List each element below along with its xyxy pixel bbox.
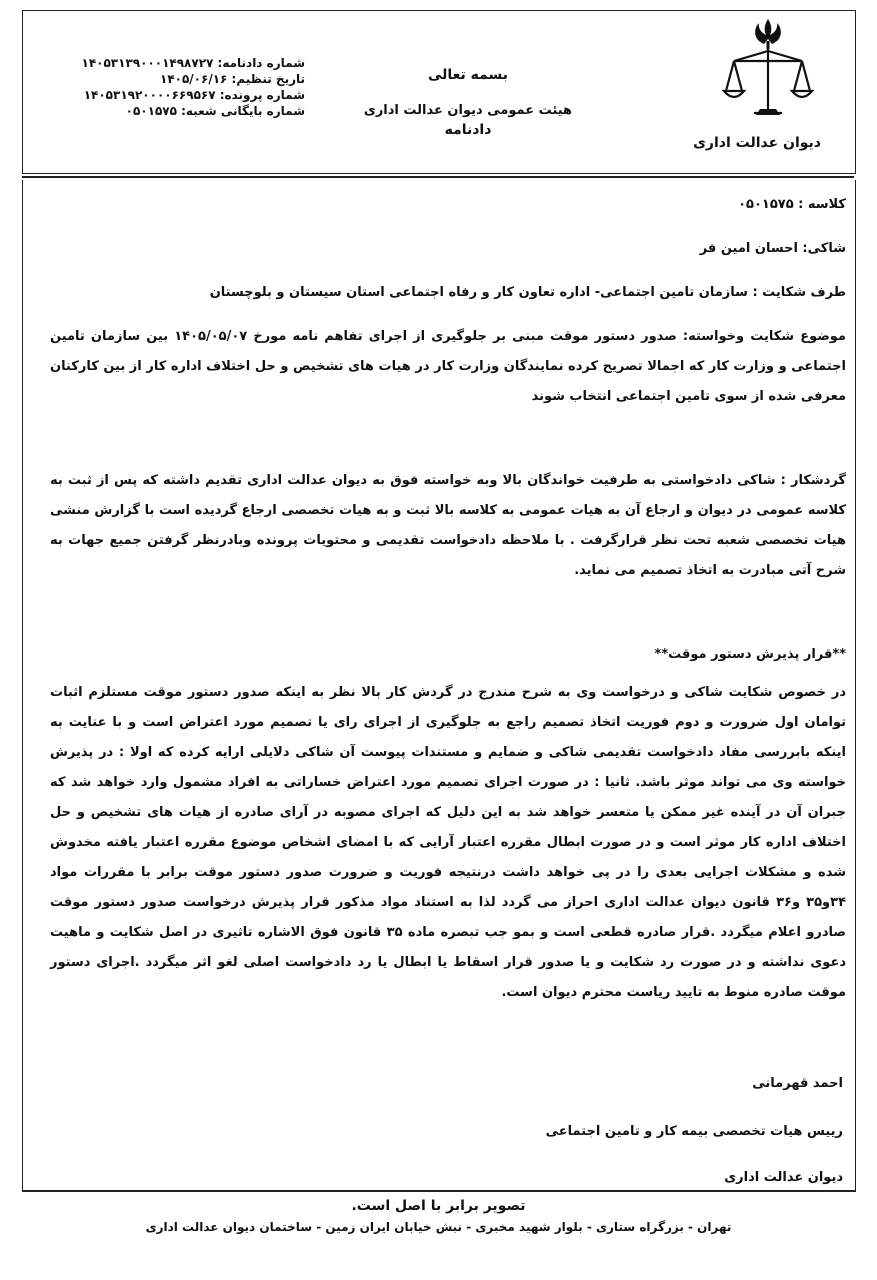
certified-copy-note: تصویر برابر با اصل است. (351, 1198, 526, 1214)
court-address: تهران - بزرگراه ستاری - بلوار شهید مخبری - نبش خیابان ایران زمین - ساختمان دیوان عدالت اداری (145, 1220, 732, 1234)
document-header (22, 10, 856, 174)
verdict-number: شماره دادنامه: ۱۴۰۵۳۱۳۹۰۰۰۱۴۹۸۷۲۷ (81, 56, 305, 70)
case-process: گردشکار : شاکی دادخواستی به طرفیت خواندگان بالا وبه خواسته فوق به دیوان عدالت اداری تقدیم داشته که پس از ثبت به کلاسه عمومی در دیوان و ارجاع آن به هیات عمومی به کلاسه بالا ثبت و به هیات تخصصی ارجاع گردیده است با گزارش منشی هیات تخصصی شعبه تحت نظر قرارگرفت . با ملاحظه دادخواست تقدیمی و محتویات پرونده وبادرنظر گرفتن جمیع جهات به شرح آتی مبادرت به اتخاذ تصمیم می نماید. (50, 473, 846, 578)
issue-date: تاریخ تنظیم: ۱۴۰۵/۰۶/۱۶ (160, 72, 305, 86)
case-number: شماره پرونده: ۱۴۰۵۳۱۹۲۰۰۰۰۶۶۹۵۶۷ (83, 88, 305, 102)
scales-of-justice-icon (720, 17, 816, 125)
court-name: دیوان عدالت اداری (693, 135, 821, 151)
bismillah: بسمه تعالی (427, 67, 509, 83)
decision-text: در خصوص شکایت شاکی و درخواست وی به شرح مندرج در گردش کار بالا نظر به اینکه صدور دستور موقت مستلزم اثبات توامان اول ضرورت و دوم فوریت اتخاذ تصمیم راجع به جلوگیری از اجرای رای یا تصمیم مورد اعتراض است و با عنایت به اینکه بابررسی مفاد دادخواست تقدیمی شاکی و ضمایم و مستندات پیوست آن شاکی دلایلی ارایه کرده که اولا : در پذیرش خواسته وی می تواند موثر باشد. ثانیا : در صورت اجرای تصمیم مورد اعتراض خساراتی به افراد مشمول وارد خواهد شد که جبران آن در آینده غیر ممکن یا متعسر خواهد شد به این دلیل که اجرای مصوبه در آرای صادره از هیات های تشخیص و حل اختلاف اداره کار موثر است و در صورت ابطال مقرره اعتبار آرایی که با امضای اشخاص موضوع مقرره اعتبار یافته مخدوش شده و مشکلات اجرایی بعدی را در پی خواهد داشت درنتیجه فوریت و ضرورت صدور دستور موقت برابر با مقررات مواد ۳۴و۳۵ و۳۶ قانون دیوان عدالت اداری احراز می گردد لذا به استناد مواد مذکور قرار پذیرش درخواست صدور دستور موقت صادرو اعلام میگردد .قرار صادره قطعی است و بمو جب تبصره ماده ۳۵ قانون فوق الاشاره تاثیری در اصل شکایت و ماهیت دعوی نداشته و در صورت رد شکایت و یا صدور قرار اسقاط یا ابطال یا رد دادخواست اصلی لغو اثر میگردد .اجرای دستور موقت صادره منوط به تایید ریاست محترم دیوان است. (50, 685, 847, 1000)
complaint-subject: موضوع شکایت وخواسته: صدور دستور موقت مبنی بر جلوگیری از اجرای تفاهم نامه مورخ ۱۴۰۵/۰۵/۰۷ بین سازمان تامین اجتماعی و وزارت کار که اجمالا تصریح کرده نمایندگان وزارت کار در هیات های تشخیص و حل اختلاف اداره کار از بین کارکنان معرفی شده از سوی تامین اجتماعی انتخاب شوند (50, 329, 846, 404)
board-name: هیئت عمومی دیوان عدالت اداری (363, 103, 573, 118)
signer-title: رییس هیات تخصصی بیمه کار و تامین اجتماعی (545, 1124, 843, 1139)
signer-organization: دیوان عدالت اداری (724, 1170, 843, 1185)
header-titles (353, 67, 583, 138)
signer-name: احمد قهرمانی (752, 1076, 843, 1091)
respondent: طرف شکایت : سازمان تامین اجتماعی- اداره تعاون کار و رفاه اجتماعی استان سیستان و بلوچستان (209, 285, 846, 300)
class-number: کلاسه : ۰۵۰۱۵۷۵ (738, 197, 846, 212)
header-divider (22, 176, 854, 178)
archive-number: شماره بایگانی شعبه: ۰۵۰۱۵۷۵ (125, 104, 305, 118)
decision-title: **قرار پذیرش دستور موقت** (654, 647, 846, 662)
document-body (50, 190, 846, 1008)
footer-divider (22, 1190, 856, 1192)
case-meta (55, 55, 305, 119)
plaintiff: شاکی: احسان امین فر (699, 241, 846, 256)
emblem (713, 17, 823, 125)
document-type: دادنامه (444, 122, 492, 138)
